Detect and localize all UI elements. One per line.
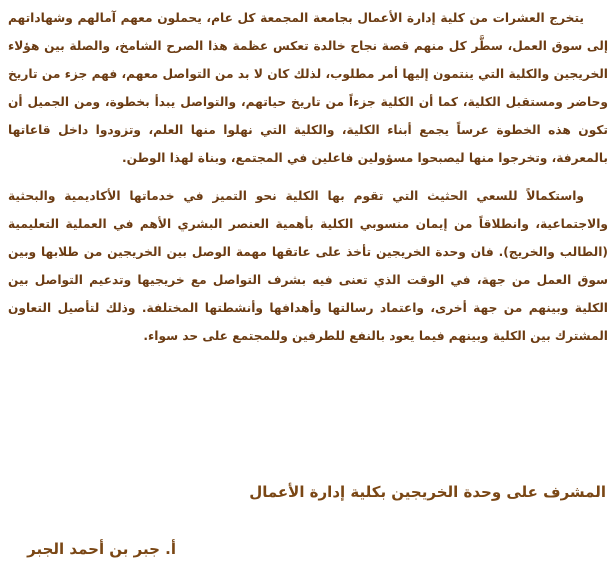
signer-title: المشرف على وحدة الخريجين بكلية إدارة الأعمال bbox=[249, 483, 606, 501]
signer-name: أ. جبر بن أحمد الجبر bbox=[27, 540, 176, 558]
intro-paragraph: يتخرج العشرات من كلية إدارة الأعمال بجامعة المجمعة كل عام، يحملون معهم آمالهم وشهاداتهم إلى سوق العمل، سطَّر كل منهم قصة نجاح خالدة تعكس عظمة هذا الصرح الشامخ، والصلة بين هؤلاء الخريجين والكلية التي ينتمون إليها أمر مطلوب، لذلك كان لا بد من التواصل معهم، فهم جزء من تاريخ وحاضر ومستقبل الكلية، كما أن الكلية جزءاً من تاريخ حياتهم، والتواصل يبدأ بخطوة، ومن الجميل أن تكون هذه الخطوة عرساً يجمع أبناء الكلية، والكلية التي نهلوا منها العلم، وتزودوا داخل قاعاتها بالمعرفة، وتخرجوا منها ليصبحوا مسؤولين فاعلين في المجتمع، وبناة لهذا الوطن. bbox=[8, 11, 608, 165]
mission-paragraph: واستكمالاً للسعي الحثيث التي تقوم بها الكلية نحو التميز في خدماتها الأكاديمية والبحثية والاجتماعية، وانطلاقاً من إيمان منسوبي الكلية بأهمية العنصر البشري الأهم في العملية التعليمية (الطالب والخريج). فان وحدة الخريجين تأخذ على عاتقها مهمة الوصل بين الخريجين من طلابها وبين سوق العمل من جهة، في الوقت الذي تعنى فيه بشرف التواصل مع خريجيها وتدعيم التواصل بين الكلية وبينهم من جهة أخرى، واعتماد رسالتها وأهدافها وأنشطتها المختلفة. وذلك لتأصيل التعاون المشترك بين الكلية وبينهم فيما يعود بالنفع للطرفين وللمجتمع على حد سواء. bbox=[8, 189, 608, 343]
